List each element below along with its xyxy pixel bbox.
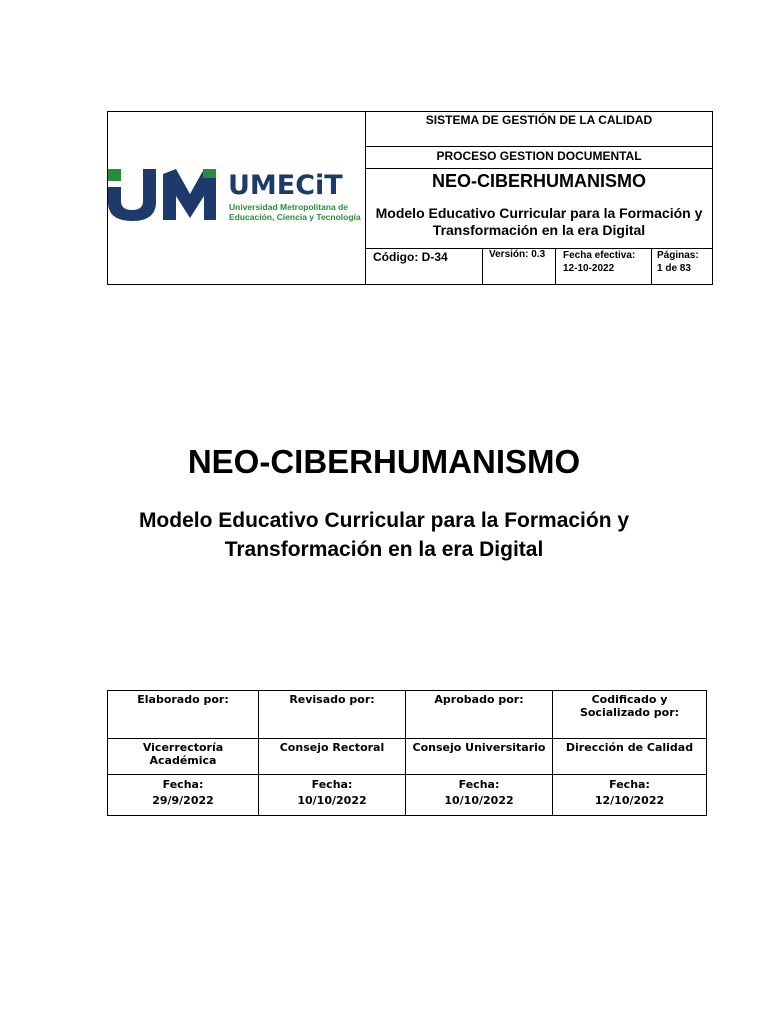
date-label: Fecha: bbox=[458, 778, 500, 791]
owner-cell: Vicerrectoría Académica bbox=[108, 739, 259, 775]
date-value: 10/10/2022 bbox=[444, 794, 514, 807]
role-cell: Elaborado por: bbox=[108, 691, 259, 739]
cover-subtitle-line-1: Modelo Educativo Curricular para la Formación y bbox=[138, 509, 630, 532]
date-cell bbox=[553, 775, 707, 816]
pages-label: Páginas: bbox=[657, 250, 699, 261]
date-value: 29/9/2022 bbox=[152, 794, 214, 807]
logo-tagline: Universidad Metropolitana de Educación, Ciencia y Tecnología bbox=[229, 202, 361, 222]
date-label: Fecha: bbox=[311, 778, 353, 791]
header-meta-row bbox=[366, 249, 712, 284]
document-header-table bbox=[107, 111, 713, 285]
approval-owners-row bbox=[108, 739, 707, 775]
system-title: SISTEMA DE GESTIÓN DE LA CALIDAD bbox=[366, 112, 712, 147]
date-value: 12/10/2022 bbox=[594, 794, 665, 807]
pages-value: 1 de 83 bbox=[657, 263, 691, 274]
date-cell bbox=[259, 775, 406, 816]
approval-roles-row bbox=[108, 691, 707, 739]
effective-date-label: Fecha efectiva: bbox=[563, 250, 636, 261]
document-version: Versión: 0.3 bbox=[483, 249, 556, 284]
date-value: 10/10/2022 bbox=[297, 794, 367, 807]
process-title: PROCESO GESTION DOCUMENTAL bbox=[366, 147, 712, 169]
logo-cell bbox=[108, 112, 366, 284]
date-label: Fecha: bbox=[609, 778, 650, 791]
date-cell bbox=[406, 775, 553, 816]
document-code: Código: D-34 bbox=[366, 249, 483, 284]
approval-dates-row bbox=[108, 775, 707, 816]
cover-subtitle bbox=[0, 506, 768, 564]
effective-date-cell bbox=[556, 249, 652, 284]
cover-subtitle-line-2: Transformación en la era Digital bbox=[224, 538, 544, 561]
effective-date-value: 12-10-2022 bbox=[563, 263, 615, 274]
header-title-block bbox=[366, 169, 712, 249]
owner-cell: Dirección de Calidad bbox=[553, 739, 707, 775]
umecit-logo-icon bbox=[108, 168, 220, 224]
role-cell: Aprobado por: bbox=[406, 691, 553, 739]
date-cell bbox=[108, 775, 259, 816]
header-subtitle: Modelo Educativo Curricular para la Formación y Transformación en la era Digital bbox=[375, 205, 703, 238]
pages-cell bbox=[652, 249, 712, 284]
role-cell: Revisado por: bbox=[259, 691, 406, 739]
owner-cell: Consejo Rectoral bbox=[259, 739, 406, 775]
approval-table bbox=[107, 690, 707, 816]
date-label: Fecha: bbox=[162, 778, 204, 791]
logo-name: UMECiT bbox=[228, 170, 343, 201]
role-cell: Codificado y Socializado por: bbox=[553, 691, 707, 739]
owner-cell: Consejo Universitario bbox=[406, 739, 553, 775]
cover-title: NEO-CIBERHUMANISMO bbox=[187, 443, 581, 480]
header-title: NEO-CIBERHUMANISMO bbox=[432, 171, 646, 191]
